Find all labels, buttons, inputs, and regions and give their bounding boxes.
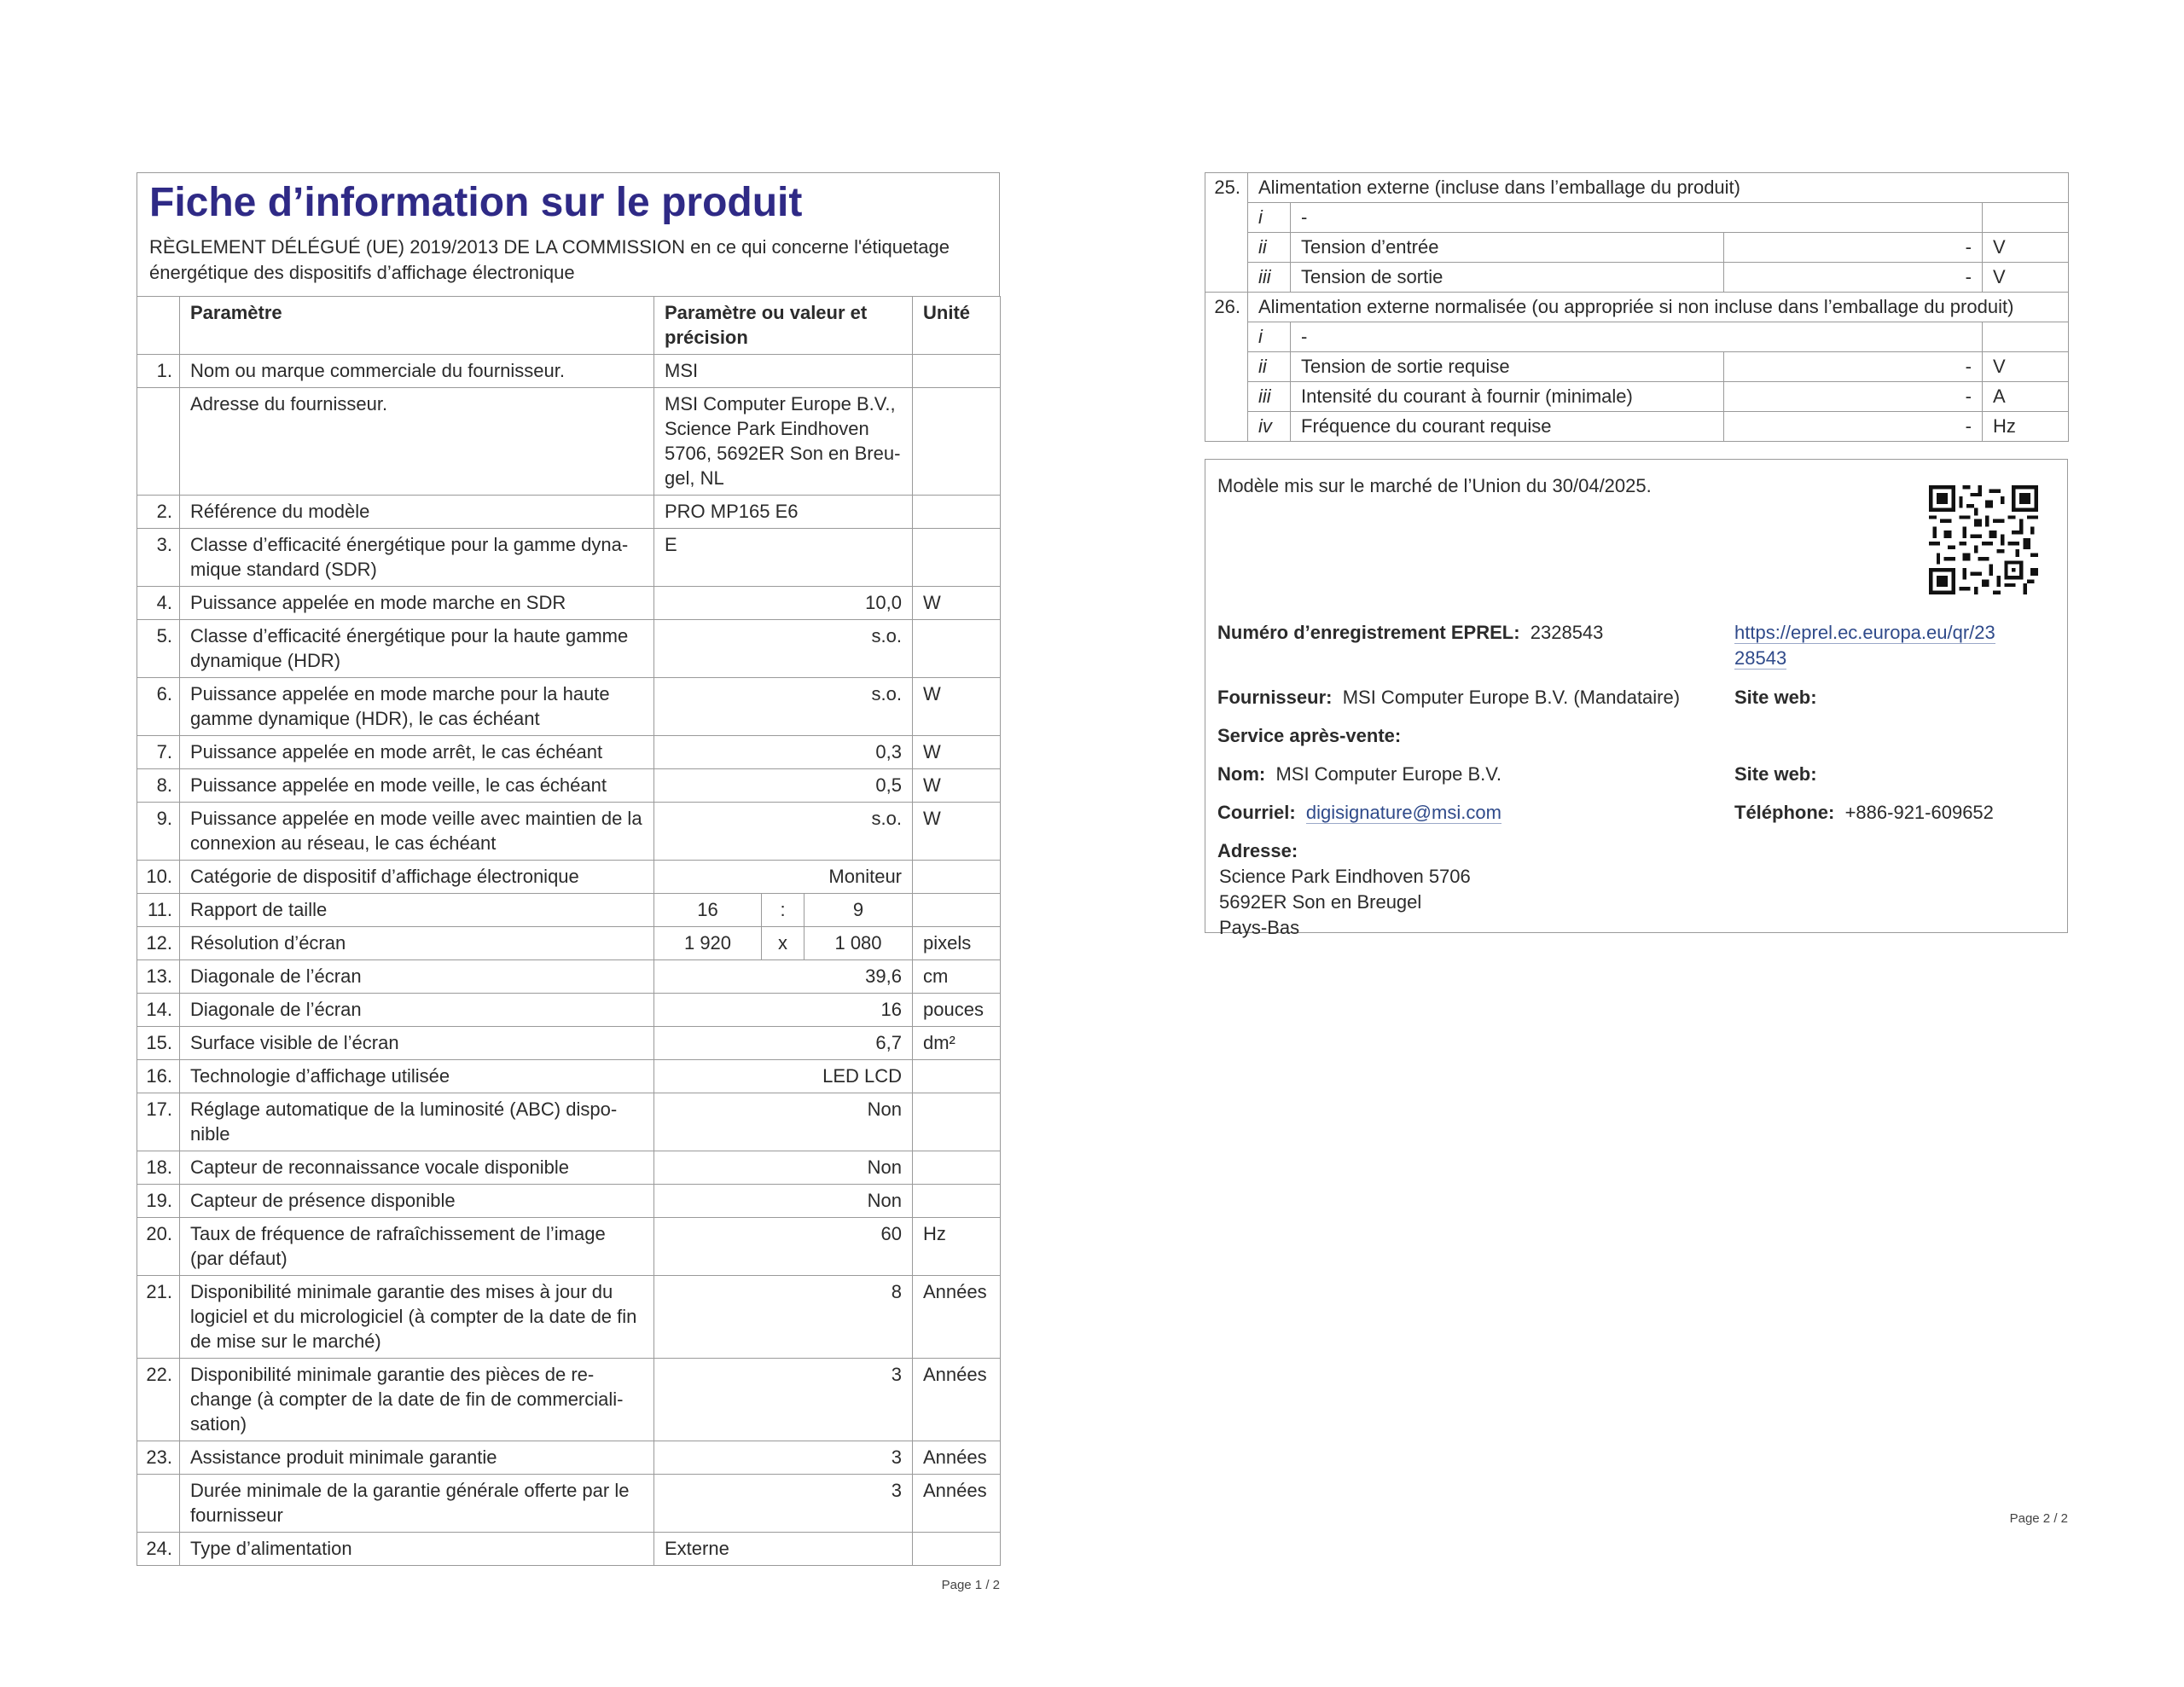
row-number: 13. <box>137 960 180 994</box>
row-value: 16 <box>654 994 913 1027</box>
row-value: s.o. <box>654 678 913 736</box>
row-label: Capteur de présence disponible <box>180 1185 654 1218</box>
website-label-1: Site web: <box>1734 687 1817 708</box>
row-number: 16. <box>137 1060 180 1093</box>
row-value: 0,3 <box>654 736 913 769</box>
section-row <box>1205 173 2069 203</box>
row-number: 5. <box>137 620 180 678</box>
row-value-b: 1 080 <box>804 927 913 960</box>
row-unit <box>913 1151 1001 1185</box>
table-row <box>137 1151 1001 1185</box>
document-header <box>136 172 1000 296</box>
email-link[interactable]: digisignature@msi.com <box>1305 802 1502 823</box>
row-unit: W <box>913 769 1001 803</box>
item-roman: iii <box>1248 263 1291 293</box>
row-value: 39,6 <box>654 960 913 994</box>
table-row <box>137 1185 1001 1218</box>
row-number: 15. <box>137 1027 180 1060</box>
phone-number: +886-921-609652 <box>1844 802 1994 823</box>
row-label: Puissance appelée en mode marche en SDR <box>180 587 654 620</box>
row-value: 0,5 <box>654 769 913 803</box>
table-row <box>137 1359 1001 1441</box>
row-label: Puissance appelée en mode marche pour la haute gamme dynamique (HDR), le cas échéant <box>180 678 654 736</box>
table-row <box>137 769 1001 803</box>
row-number: 3. <box>137 529 180 587</box>
row-label: Diagonale de l’écran <box>180 994 654 1027</box>
row-unit <box>913 388 1001 496</box>
table-row <box>137 1475 1001 1533</box>
row-label: Assistance produit minimale garantie <box>180 1441 654 1475</box>
service-name: MSI Computer Europe B.V. <box>1275 763 1502 785</box>
row-number: 1. <box>137 355 180 388</box>
row-number: 6. <box>137 678 180 736</box>
row-number: 14. <box>137 994 180 1027</box>
market-date-text: Modèle mis sur le marché de l’Union du 30/04/2025. <box>1217 475 1652 496</box>
table-row <box>1205 203 2069 233</box>
qr-code-icon <box>1929 485 2038 594</box>
item-value: - <box>1724 233 1983 263</box>
item-value: - <box>1724 412 1983 442</box>
row-label: Technologie d’affichage utilisée <box>180 1060 654 1093</box>
row-value: 6,7 <box>654 1027 913 1060</box>
website-label-2: Site web: <box>1734 763 1817 785</box>
item-label: Tension de sortie requise <box>1291 352 1724 382</box>
item-roman: ii <box>1248 352 1291 382</box>
item-unit: V <box>1983 263 2069 293</box>
page-2 <box>1205 172 2068 938</box>
row-unit <box>913 1185 1001 1218</box>
row-label: Disponibilité minimale garantie des mises à jour du logiciel et du micrologiciel (à compter de la date de fin de mise sur le marché) <box>180 1276 654 1359</box>
item-label: Fréquence du courant requise <box>1291 412 1724 442</box>
header-param: Paramètre <box>180 297 654 355</box>
row-unit: Années <box>913 1359 1001 1441</box>
row-number: 4. <box>137 587 180 620</box>
phone-label: Téléphone: <box>1734 802 1835 823</box>
item-value: - <box>1724 352 1983 382</box>
row-separator: : <box>762 894 804 927</box>
row-unit: Hz <box>913 1218 1001 1276</box>
row-label: Classe d’efficacité énergétique pour la haute gamme dynamique (HDR) <box>180 620 654 678</box>
row-unit <box>913 861 1001 894</box>
row-label: Type d’alimentation <box>180 1533 654 1566</box>
row-label: Catégorie de dispositif d’affichage électronique <box>180 861 654 894</box>
row-unit: cm <box>913 960 1001 994</box>
row-value: 10,0 <box>654 587 913 620</box>
table-row <box>137 496 1001 529</box>
table-row <box>137 1218 1001 1276</box>
eprel-number: 2328543 <box>1530 622 1604 643</box>
page-number: Page 1 / 2 <box>941 1578 1000 1592</box>
table-row <box>137 927 1001 960</box>
address-label: Adresse: <box>1217 840 1298 861</box>
row-number: 22. <box>137 1359 180 1441</box>
table-row <box>137 388 1001 496</box>
table-row <box>1205 233 2069 263</box>
table-row <box>137 1276 1001 1359</box>
supplier-name: MSI Computer Europe B.V. (Mandataire) <box>1342 687 1681 708</box>
row-label: Taux de fréquence de rafraîchissement de l’image (par défaut) <box>180 1218 654 1276</box>
item-value: - <box>1724 382 1983 412</box>
table-row <box>137 587 1001 620</box>
row-number: 9. <box>137 803 180 861</box>
section-title: Alimentation externe (incluse dans l’emballage du produit) <box>1248 173 2069 203</box>
row-label: Capteur de reconnaissance vocale disponible <box>180 1151 654 1185</box>
table-row <box>1205 412 2069 442</box>
row-label: Puissance appelée en mode veille, le cas échéant <box>180 769 654 803</box>
row-unit <box>913 1093 1001 1151</box>
eprel-link[interactable]: https://eprel.ec.europa.eu/qr/23 28543 <box>1734 622 1995 669</box>
table-row <box>1205 322 2069 352</box>
item-label: - <box>1291 203 1983 233</box>
row-unit <box>913 894 1001 927</box>
section-row <box>1205 293 2069 322</box>
table-row <box>137 736 1001 769</box>
table-row <box>137 861 1001 894</box>
row-unit: Années <box>913 1441 1001 1475</box>
row-number: 17. <box>137 1093 180 1151</box>
row-value-a: 16 <box>654 894 762 927</box>
row-label: Classe d’efficacité énergétique pour la gamme dyna-mique standard (SDR) <box>180 529 654 587</box>
row-value: Externe <box>654 1533 913 1566</box>
row-unit: W <box>913 678 1001 736</box>
row-label: Résolution d’écran <box>180 927 654 960</box>
row-number: 19. <box>137 1185 180 1218</box>
row-value: s.o. <box>654 620 913 678</box>
row-number: 23. <box>137 1441 180 1475</box>
row-unit <box>913 496 1001 529</box>
row-unit: pouces <box>913 994 1001 1027</box>
row-value: 8 <box>654 1276 913 1359</box>
item-label: Intensité du courant à fournir (minimale) <box>1291 382 1724 412</box>
row-number: 10. <box>137 861 180 894</box>
row-value: s.o. <box>654 803 913 861</box>
table-row <box>137 894 1001 927</box>
row-number: 8. <box>137 769 180 803</box>
table-row <box>137 803 1001 861</box>
row-number: 21. <box>137 1276 180 1359</box>
item-unit <box>1983 203 2069 233</box>
row-value: 60 <box>654 1218 913 1276</box>
item-label: - <box>1291 322 1983 352</box>
row-number: 18. <box>137 1151 180 1185</box>
address-line: Science Park Eindhoven 5706 <box>1219 866 1471 887</box>
item-unit <box>1983 322 2069 352</box>
row-value: Moniteur <box>654 861 913 894</box>
row-label: Puissance appelée en mode arrêt, le cas échéant <box>180 736 654 769</box>
item-label: Tension de sortie <box>1291 263 1724 293</box>
page-1 <box>136 172 1000 1592</box>
item-roman: ii <box>1248 233 1291 263</box>
row-label: Adresse du fournisseur. <box>180 388 654 496</box>
row-label: Puissance appelée en mode veille avec maintien de la connexion au réseau, le cas échéant <box>180 803 654 861</box>
item-unit: V <box>1983 233 2069 263</box>
table-row <box>137 960 1001 994</box>
table-row <box>137 1027 1001 1060</box>
table-row <box>1205 263 2069 293</box>
section-number: 25. <box>1205 173 1248 293</box>
section-number: 26. <box>1205 293 1248 442</box>
row-value: Non <box>654 1151 913 1185</box>
row-number: 12. <box>137 927 180 960</box>
supplier-label: Fournisseur: <box>1217 687 1333 708</box>
row-unit <box>913 355 1001 388</box>
row-value: 3 <box>654 1475 913 1533</box>
row-label: Rapport de taille <box>180 894 654 927</box>
row-value: 3 <box>654 1359 913 1441</box>
row-value: MSI Computer Europe B.V., Science Park Eindhoven 5706, 5692ER Son en Breu-gel, NL <box>654 388 913 496</box>
address-line: 5692ER Son en Breugel <box>1219 891 1422 913</box>
external-power-table <box>1205 172 2069 442</box>
item-unit: V <box>1983 352 2069 382</box>
row-unit <box>913 1533 1001 1566</box>
item-roman: iv <box>1248 412 1291 442</box>
item-roman: iii <box>1248 382 1291 412</box>
document-subtitle: RÈGLEMENT DÉLÉGUÉ (UE) 2019/2013 DE LA COMMISSION en ce qui concerne l'étiquetage énergétique des dispositifs d’affichage électronique <box>149 236 950 283</box>
row-unit <box>913 529 1001 587</box>
row-unit: pixels <box>913 927 1001 960</box>
row-unit: Années <box>913 1475 1001 1533</box>
row-separator: x <box>762 927 804 960</box>
section-title: Alimentation externe normalisée (ou appropriée si non incluse dans l’emballage du produit) <box>1248 293 2069 322</box>
table-row <box>1205 382 2069 412</box>
table-row <box>137 529 1001 587</box>
row-value: 3 <box>654 1441 913 1475</box>
row-unit: W <box>913 803 1001 861</box>
item-value: - <box>1724 263 1983 293</box>
row-unit <box>913 620 1001 678</box>
table-row <box>137 1093 1001 1151</box>
row-value: LED LCD <box>654 1060 913 1093</box>
table-header-row <box>137 297 1001 355</box>
row-value-a: 1 920 <box>654 927 762 960</box>
table-row <box>137 1060 1001 1093</box>
row-label: Diagonale de l’écran <box>180 960 654 994</box>
row-label: Surface visible de l’écran <box>180 1027 654 1060</box>
address-line: Pays-Bas <box>1219 917 1300 938</box>
table-row <box>137 1441 1001 1475</box>
item-unit: Hz <box>1983 412 2069 442</box>
row-number <box>137 388 180 496</box>
row-label: Disponibilité minimale garantie des pièces de re-change (à compter de la date de fin de commerciali-sation) <box>180 1359 654 1441</box>
table-row <box>137 620 1001 678</box>
document-title: Fiche d’information sur le produit <box>149 180 803 225</box>
item-roman: i <box>1248 203 1291 233</box>
service-label: Service après-vente: <box>1217 725 1402 746</box>
row-number: 20. <box>137 1218 180 1276</box>
email-label: Courriel: <box>1217 802 1296 823</box>
table-row <box>137 994 1001 1027</box>
eprel-label: Numéro d’enregistrement EPREL: <box>1217 622 1520 643</box>
table-row <box>137 678 1001 736</box>
table-row <box>1205 352 2069 382</box>
row-number: 24. <box>137 1533 180 1566</box>
item-label: Tension d’entrée <box>1291 233 1724 263</box>
row-label: Réglage automatique de la luminosité (ABC) dispo-nible <box>180 1093 654 1151</box>
header-unit: Unité <box>913 297 1001 355</box>
row-value-b: 9 <box>804 894 913 927</box>
row-number: 2. <box>137 496 180 529</box>
item-roman: i <box>1248 322 1291 352</box>
table-row <box>137 1533 1001 1566</box>
row-number: 11. <box>137 894 180 927</box>
page-number: Page 2 / 2 <box>2009 1511 2068 1526</box>
row-label: Nom ou marque commerciale du fournisseur. <box>180 355 654 388</box>
row-unit <box>913 1060 1001 1093</box>
item-unit: A <box>1983 382 2069 412</box>
info-box <box>1205 459 2068 938</box>
row-unit: dm² <box>913 1027 1001 1060</box>
row-number: 7. <box>137 736 180 769</box>
row-value: E <box>654 529 913 587</box>
row-unit: W <box>913 736 1001 769</box>
row-value: Non <box>654 1093 913 1151</box>
row-unit: W <box>913 587 1001 620</box>
row-number <box>137 1475 180 1533</box>
row-value: Non <box>654 1185 913 1218</box>
row-value: PRO MP165 E6 <box>654 496 913 529</box>
product-spec-table <box>136 296 1001 1566</box>
row-value: MSI <box>654 355 913 388</box>
header-value: Paramètre ou valeur et précision <box>654 297 913 355</box>
row-label: Durée minimale de la garantie générale offerte par le fournisseur <box>180 1475 654 1533</box>
row-unit: Années <box>913 1276 1001 1359</box>
name-label: Nom: <box>1217 763 1266 785</box>
row-label: Référence du modèle <box>180 496 654 529</box>
table-row <box>137 355 1001 388</box>
